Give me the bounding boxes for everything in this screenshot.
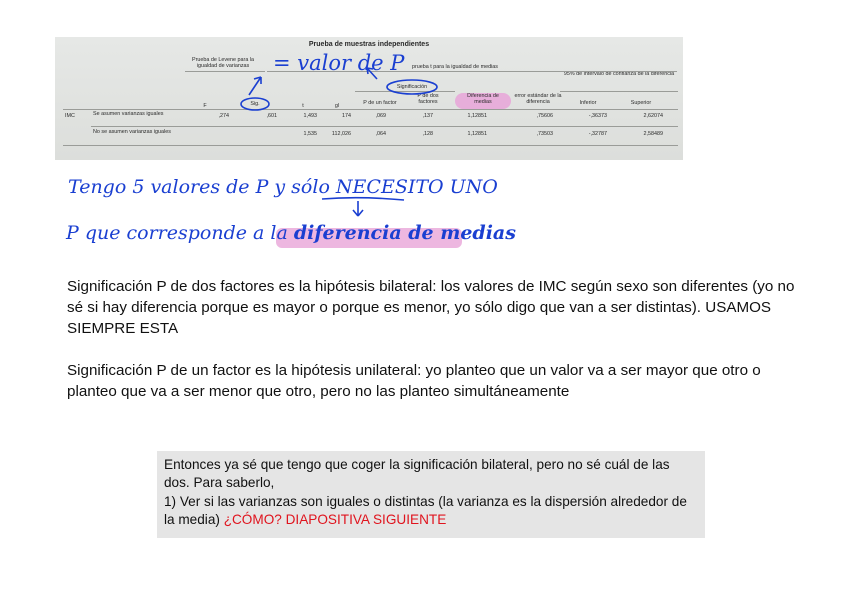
ci-header: 95% de intervalo de confianza de la diferencia <box>563 71 675 77</box>
variable-label: IMC <box>65 113 75 119</box>
sig-circle <box>241 98 269 110</box>
significacion-circle <box>387 80 437 94</box>
col-superior: Superior <box>630 100 652 106</box>
row2-gl: 112,026 <box>331 131 351 137</box>
ttest-header: prueba t para la igualdad de medias <box>411 64 498 70</box>
conclusion-box <box>157 451 705 538</box>
paragraph-un-factor: Significación P de un factor es la hipótesis unilateral: yo planteo que un valor va a ser mayor que otro o planteo que va a ser menor que otro, pero no las planteo simultáneamente <box>67 362 761 400</box>
handwriting-line1: Tengo 5 valores de P y sólo NECESITO UNO <box>68 176 498 198</box>
row1-p-un: ,069 <box>375 113 386 119</box>
row2-dif: 1,12851 <box>467 131 487 137</box>
row1-dif: 1,12851 <box>467 113 487 119</box>
row2-inf: -,32787 <box>588 131 607 137</box>
next-slide-note: ¿CÓMO? DIAPOSITIVA SIGUIENTE <box>223 512 447 528</box>
handwriting-line2 <box>66 222 516 244</box>
paragraph-dos-factores: Significación P de dos factores es la hipótesis bilateral: los valores de IMC según sexo son diferentes (yo no sé si hay diferencia porque es mayor o porque es menor, yo sólo digo que van a ser distintas). USAMOS SIEMPRE ESTA <box>67 278 795 337</box>
row1-sup: 2,62074 <box>643 113 663 119</box>
row1-f: ,274 <box>218 113 229 119</box>
levene-header: Prueba de Levene para la igualdad de varianzas <box>191 57 255 70</box>
row2-sup: 2,58489 <box>643 131 663 137</box>
row2-err: ,73503 <box>536 131 553 137</box>
col-p-un-factor: P de un factor <box>363 100 397 106</box>
col-t: t <box>302 103 304 109</box>
col-f: F <box>203 103 207 109</box>
ink-underline-arrow <box>320 196 410 220</box>
row1-label: Se asumen varianzas iguales <box>93 111 164 117</box>
row1-sig: ,601 <box>266 113 277 119</box>
row2-p-dos: ,128 <box>422 131 433 137</box>
col-sig: Sig. <box>250 101 260 107</box>
col-diferencia-medias: Diferencia de medias <box>467 93 499 106</box>
col-gl: gl <box>334 103 340 109</box>
handwriting-line2-part1: P que corresponde a la <box>66 222 288 244</box>
row1-gl: 174 <box>342 113 351 119</box>
conclusion-line2: 1) Ver si las varianzas son iguales o distintas (la varianza es la dispersión alrededor de la media) <box>164 493 687 528</box>
row1-inf: -,36373 <box>588 113 607 119</box>
col-significacion: Significación <box>396 84 428 90</box>
handwriting-valor-de-p: = valor de P <box>273 51 405 75</box>
row2-label: No se asumen varianzas iguales <box>93 129 171 135</box>
col-inferior: Inferior <box>579 100 597 106</box>
table-title: Prueba de muestras independientes <box>308 41 430 48</box>
row2-t: 1,535 <box>303 131 317 137</box>
spss-table-photo <box>55 37 683 160</box>
handwriting-line2-part2: diferencia de medias <box>293 222 516 244</box>
row1-t: 1,493 <box>303 113 317 119</box>
conclusion-line1: Entonces ya sé que tengo que coger la significación bilateral, pero no sé cuál de las dos. Para saberlo, <box>164 457 670 491</box>
col-error-estandar: error estándar de la diferencia <box>514 93 562 106</box>
row1-p-dos: ,137 <box>422 113 433 119</box>
conclusion-text <box>164 456 699 530</box>
col-p-dos-factores: P de dos factores <box>417 93 439 106</box>
row1-err: ,75606 <box>536 113 553 119</box>
sig-arrow <box>249 77 261 95</box>
row2-p-un: ,064 <box>375 131 386 137</box>
